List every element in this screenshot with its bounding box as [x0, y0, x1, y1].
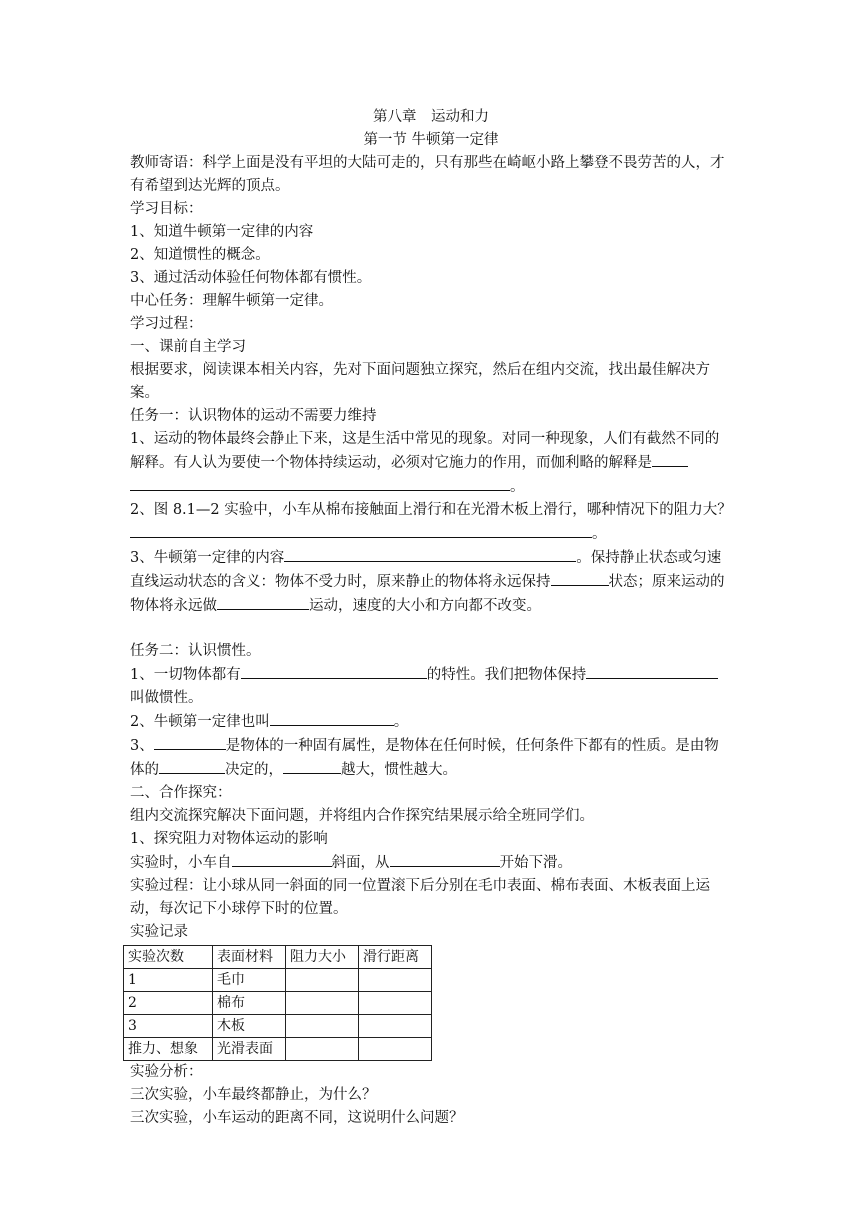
task1-q2-end: 。	[592, 526, 607, 542]
record-heading: 实验记录	[130, 924, 188, 940]
setup-text-3: 开始下滑。	[499, 855, 572, 871]
table-header-cell: 表面材料	[213, 946, 286, 969]
table-cell-input[interactable]	[286, 992, 359, 1015]
analysis-heading: 实验分析：	[130, 1064, 203, 1080]
teacher-message: 教师寄语：科学上面是没有平坦的大陆可走的，只有那些在崎岖小路上攀登不畏劳苦的人，才有希望到达光辉的顶点。	[130, 155, 725, 194]
table-header-cell: 阻力大小	[286, 946, 359, 969]
answer-blank[interactable]	[130, 522, 592, 538]
task1-heading: 任务一：认识物体的运动不需要力维持	[130, 408, 377, 424]
answer-blank[interactable]	[390, 851, 500, 867]
answer-blank[interactable]	[284, 546, 576, 562]
part1-intro: 根据要求，阅读课本相关内容，先对下面问题独立探究，然后在组内交流，找出最佳解决方案。	[130, 362, 710, 401]
table-row	[124, 992, 432, 1015]
central-task: 中心任务：理解牛顿第一定律。	[130, 293, 333, 309]
table-row	[124, 969, 432, 992]
table-cell-input[interactable]	[359, 1038, 432, 1061]
part2-heading: 二、合作探究：	[130, 785, 232, 801]
task2-q3-text-3: 决定的，	[225, 762, 283, 778]
task2-q2-end: 。	[393, 714, 409, 730]
table-header-cell: 滑行距离	[359, 946, 432, 969]
table-cell: 毛巾	[213, 969, 286, 992]
answer-blank[interactable]	[270, 710, 394, 726]
spacer	[130, 618, 732, 640]
answer-blank[interactable]	[283, 758, 341, 774]
task2-q1-text-2: 的特性。我们把物体保持	[426, 667, 587, 683]
task2-q1-text-3: 叫做惯性。	[130, 690, 203, 706]
task2-q3-text: 3、	[130, 738, 154, 754]
part1-heading: 一、课前自主学习	[130, 339, 246, 355]
task1-q2-text: 2、图 8.1—2 实验中，小车从棉布接触面上滑行和在光滑木板上滑行，哪种情况下的阻力大？	[130, 502, 732, 518]
task2-q1-text: 1、一切物体都有	[130, 667, 241, 683]
table-cell: 2	[124, 992, 213, 1015]
task1-q3-text: 3、牛顿第一定律的内容	[130, 550, 285, 566]
experiment-process: 实验过程：让小球从同一斜面的同一位置滚下后分别在毛巾表面、棉布表面、木板表面上运动，每次记下小球停下时的位置。	[130, 878, 710, 917]
table-cell-input[interactable]	[286, 1015, 359, 1038]
table-header-cell: 实验次数	[124, 946, 213, 969]
task1-q3-text-4: 运动，速度的大小和方向都不改变。	[309, 598, 541, 614]
goal-item: 2、知道惯性的概念。	[130, 247, 270, 263]
table-cell: 光滑表面	[213, 1038, 286, 1061]
task1-q1-end: 。	[510, 479, 525, 495]
table-row	[124, 1015, 432, 1038]
setup-text-2: 斜面，从	[331, 855, 390, 871]
task2-question-3	[130, 734, 732, 782]
section-title: 第一节 牛顿第一定律	[363, 132, 499, 148]
answer-blank[interactable]	[232, 851, 332, 867]
experiment-record-table	[123, 945, 432, 1061]
table-cell: 木板	[213, 1015, 286, 1038]
task2-q2-text: 2、牛顿第一定律也叫	[130, 714, 270, 730]
experiment-setup	[130, 851, 732, 875]
chapter-title: 第八章 运动和力	[373, 109, 489, 125]
table-cell-input[interactable]	[286, 969, 359, 992]
answer-blank[interactable]	[217, 594, 309, 610]
task1-q3-text-2: 。保持静止状态或匀速直线运动状态的含义：物体不受力时，原来静止的物体将永远保持	[130, 550, 722, 590]
table-header-row	[124, 946, 432, 969]
task2-q3-text-2: 是物体的一种固有属性，是物体在任何时候，任何条件下都有的性质。是由物体的	[130, 738, 719, 778]
setup-text: 实验时，小车自	[130, 855, 232, 871]
task1-question-3	[130, 546, 732, 618]
goal-item: 3、通过活动体验任何物体都有惯性。	[130, 270, 372, 286]
analysis-question: 三次实验，小车运动的距离不同，这说明什么问题？	[130, 1110, 464, 1126]
table-cell: 3	[124, 1015, 213, 1038]
task2-heading: 任务二：认识惯性。	[130, 643, 261, 659]
task2-question-2	[130, 710, 732, 734]
table-cell-input[interactable]	[359, 1015, 432, 1038]
answer-blank[interactable]	[652, 451, 688, 467]
task2-q3-text-4: 越大，惯性越大。	[341, 762, 457, 778]
process-heading: 学习过程：	[130, 316, 203, 332]
answer-blank[interactable]	[551, 570, 609, 586]
table-cell-input[interactable]	[359, 969, 432, 992]
part2-intro: 组内交流探究解决下面问题，并将组内合作探究结果展示给全班同学们。	[130, 808, 594, 824]
table-cell-input[interactable]	[359, 992, 432, 1015]
goal-item: 1、知道牛顿第一定律的内容	[130, 224, 314, 240]
answer-blank[interactable]	[130, 475, 510, 491]
task1-question-2	[130, 499, 732, 546]
answer-blank[interactable]	[159, 758, 225, 774]
task2-question-1	[130, 663, 732, 710]
answer-blank[interactable]	[586, 663, 718, 679]
task1-q3-text-3: 状态；原来运动的物体将永远做	[130, 574, 725, 614]
table-cell: 棉布	[213, 992, 286, 1015]
answer-blank[interactable]	[241, 663, 427, 679]
goals-heading: 学习目标：	[130, 201, 203, 217]
table-row	[124, 1038, 432, 1061]
task1-q1-text: 1、运动的物体最终会静止下来，这是生活中常见的现象。对同一种现象，人们有截然不同的解释。有人认为要使一个物体持续运动，必须对它施力的作用，而伽利略的解释是	[130, 431, 720, 471]
table-cell: 1	[124, 969, 213, 992]
answer-blank[interactable]	[154, 734, 226, 750]
table-cell-input[interactable]	[286, 1038, 359, 1061]
document-page	[130, 106, 732, 1130]
analysis-question: 三次实验，小车最终都静止，为什么？	[130, 1087, 377, 1103]
table-cell: 推力、想象	[124, 1038, 213, 1061]
task1-question-1	[130, 428, 732, 499]
experiment-heading: 1、探究阻力对物体运动的影响	[130, 831, 328, 847]
